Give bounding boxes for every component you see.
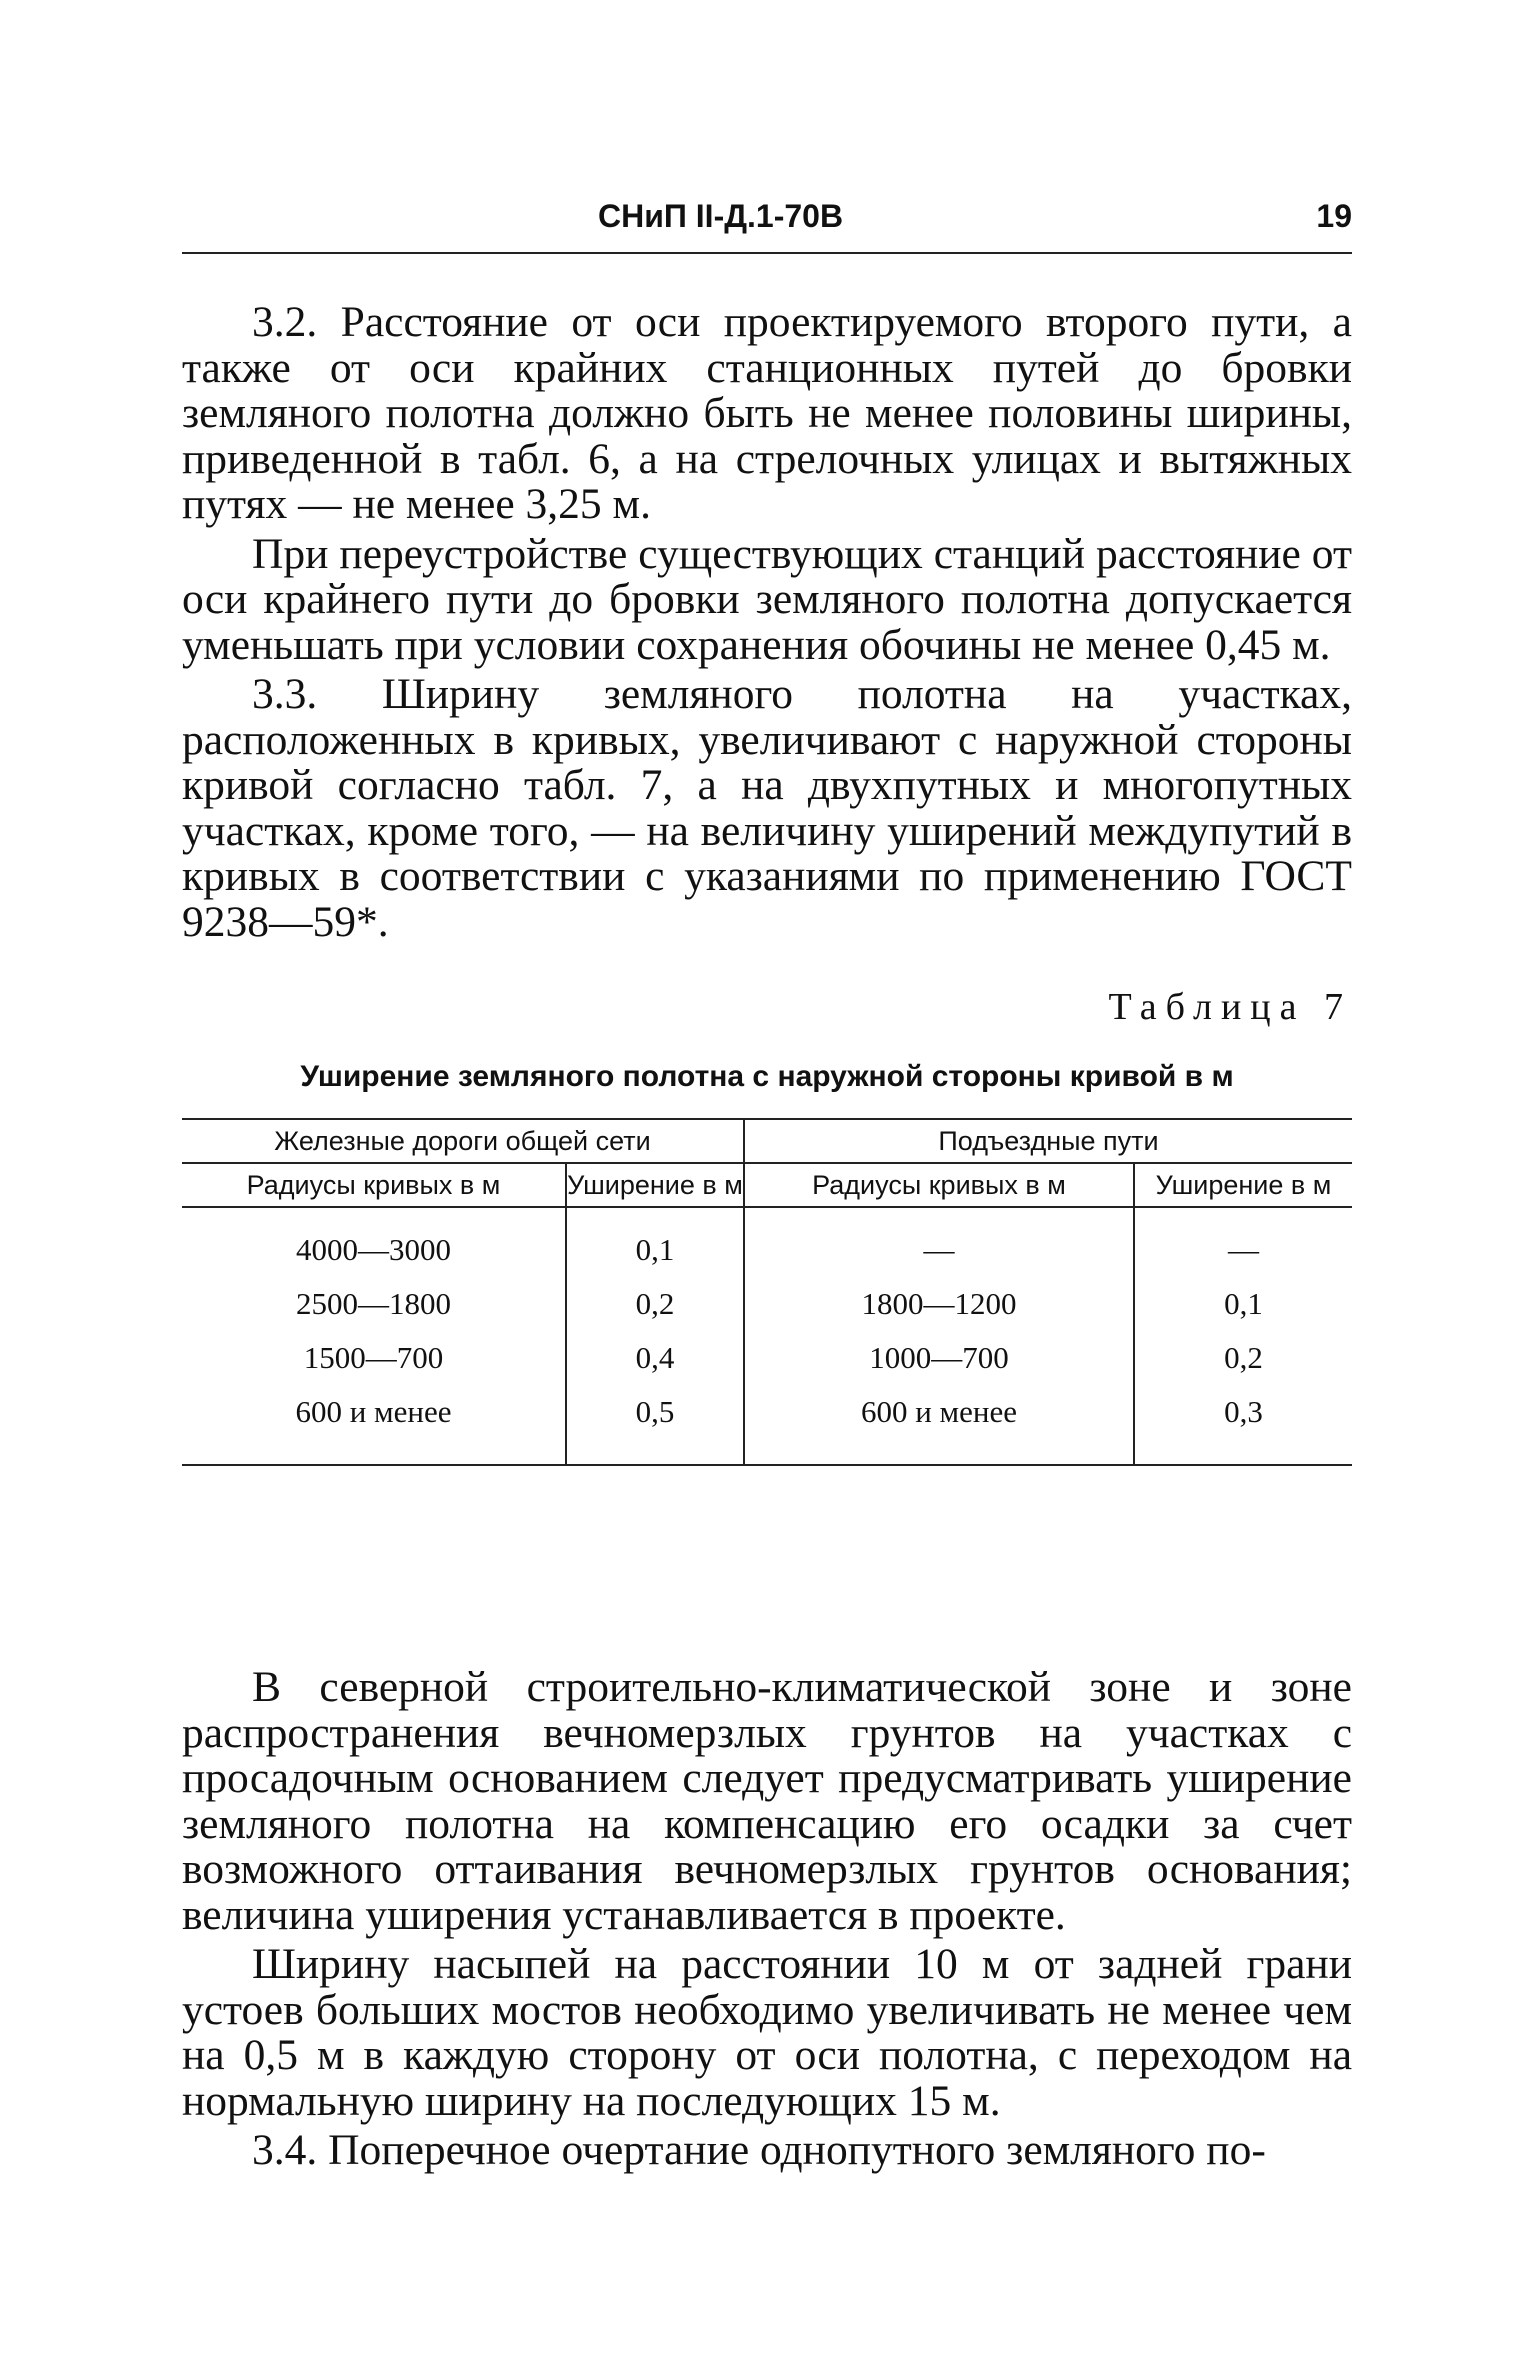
cell-widening-public: 0,5 [566,1385,744,1465]
document-code: СНиП II-Д.1-70В [598,198,844,234]
table-row [182,1331,1352,1385]
cell-widening-siding: 0,2 [1224,1340,1263,1375]
cell-radius-siding: 1000—700 [744,1331,1134,1385]
cell-radius-public: 1500—700 [182,1331,566,1385]
group-header-public-railways: Железные дороги общей сети [182,1119,744,1163]
col-header-radius-public: Радиусы кривых в м [182,1163,566,1207]
cell-widening-public: 0,4 [566,1331,744,1385]
table-group-header-row [182,1119,1352,1163]
table-label: Таблица 7 [1108,986,1352,1028]
paragraph-reconstruction: При переустройстве существующих станций расстояние от оси крайнего пути до бровки земляного полотна допускается уменьшать при условии сохранения обочины не менее 0,45 м. [182,529,1352,669]
cell-radius-public: 2500—1800 [182,1277,566,1331]
table-row [182,1277,1352,1331]
cell-widening-public: 0,2 [566,1277,744,1331]
cell-widening-public: 0,1 [566,1207,744,1277]
table-row [182,1385,1352,1465]
paragraph-3-4: 3.4. Поперечное очертание однопутного земляного по- [252,2126,1266,2174]
page-number: 19 [1316,198,1352,234]
paragraph-embankment-width: Ширину насыпей на расстоянии 10 м от задней грани устоев больших мостов необходимо увеличивать не менее чем на 0,5 м в каждую сторону от оси полотна, с переходом на нормальную ширину на последующих 15 м. [182,1940,1352,2125]
cell-radius-siding: 1800—1200 [744,1277,1134,1331]
col-header-widening-siding: Уширение в м [1155,1170,1332,1200]
bottom-text-block [182,1665,1352,2178]
col-header-widening-public: Уширение в м [566,1163,744,1207]
widening-table [182,1118,1352,1466]
top-text-block [182,300,1352,949]
page-header [182,196,1352,254]
cell-radius-public: 600 и менее [182,1385,566,1465]
paragraph-north-zone: В северной строительно-климатической зоне и зоне распространения вечномерзлых грунтов на участках с просадочным основанием следует предусматривать уширение земляного полотна на компенсацию его осадки за счет возможного оттаивания вечномерзлых грунтов основания; величина уширения устанавливается в проекте. [182,1663,1352,1939]
cell-radius-public: 4000—3000 [182,1207,566,1277]
cell-radius-siding: — [744,1207,1134,1277]
cell-widening-siding: — [1228,1232,1259,1267]
table-title: Уширение земляного полотна с наружной стороны кривой в м [300,1060,1234,1093]
paragraph-3-3: 3.3. Ширину земляного полотна на участках, расположенных в кривых, увеличивают с наружной стороны кривой согласно табл. 7, а на двухпутных и многопутных участках, кроме того, — на величину уширений междупутий в кривых в соответствии с указаниями по применению ГОСТ 9238—59*. [182,670,1352,946]
cell-widening-siding: 0,1 [1224,1286,1263,1321]
paragraph-3-2: 3.2. Расстояние от оси проектируемого второго пути, а также от оси крайних станционных путей до бровки земляного полотна должно быть не менее половины ширины, приведенной в табл. 6, а на стрелочных улицах и вытяжных путях — не менее 3,25 м. [182,298,1352,528]
table-row [182,1207,1352,1277]
cell-widening-siding: 0,3 [1224,1394,1263,1429]
cell-radius-siding: 600 и менее [744,1385,1134,1465]
col-header-radius-siding: Радиусы кривых в м [744,1163,1134,1207]
table-column-header-row [182,1163,1352,1207]
group-header-siding-tracks: Подъездные пути [744,1119,1352,1163]
